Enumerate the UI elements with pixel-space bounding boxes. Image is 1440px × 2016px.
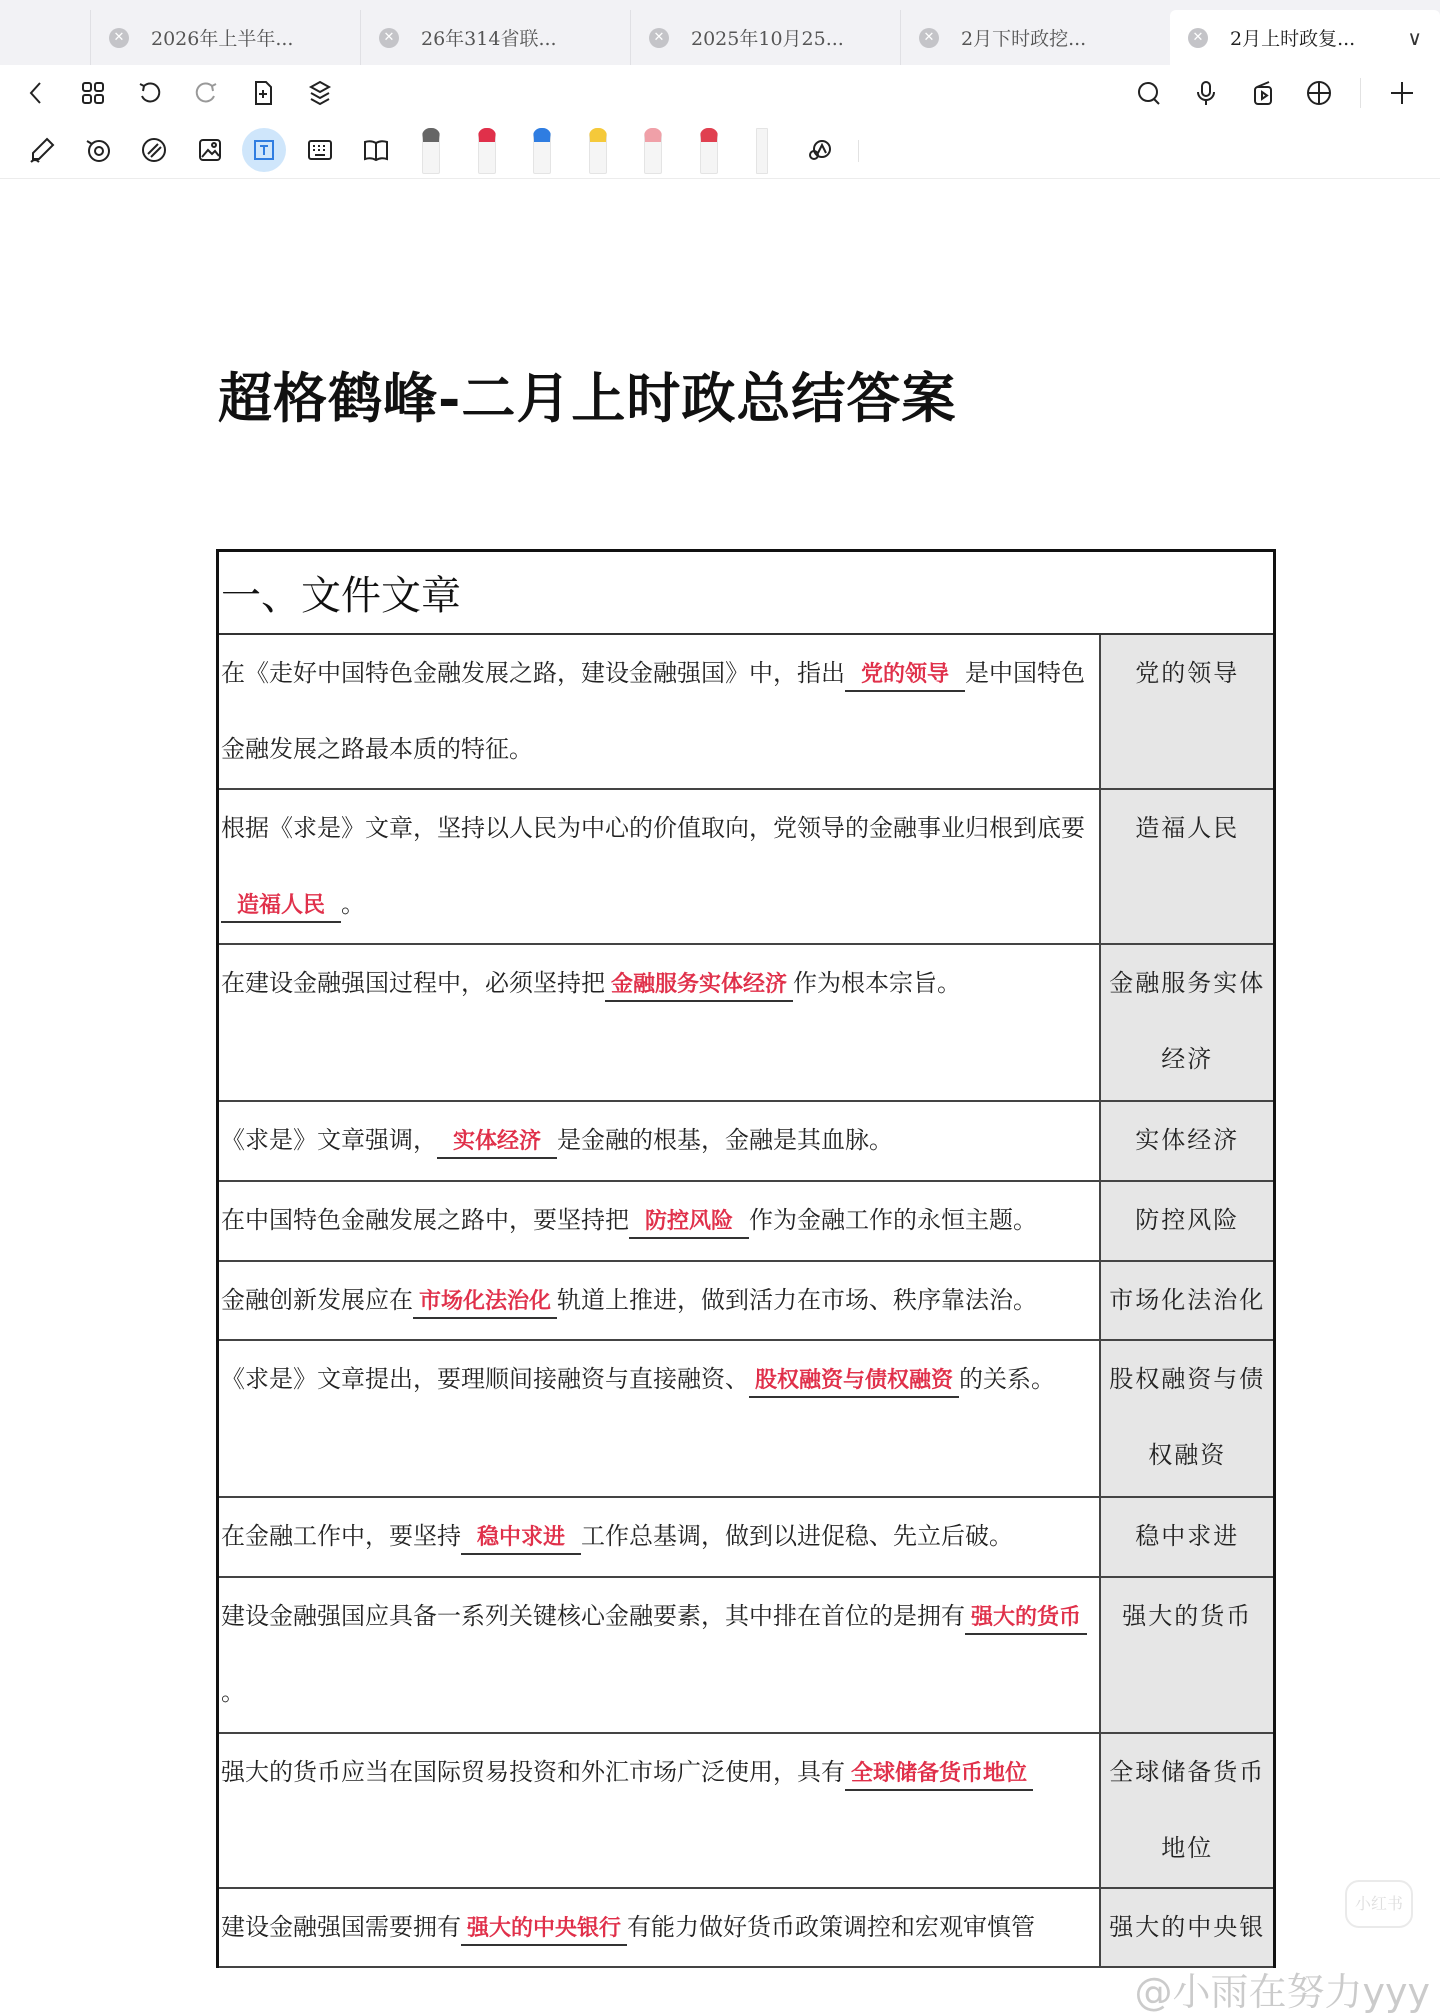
- question-text: 在中国特色金融发展之路中，要坚持把: [221, 1206, 629, 1234]
- answer-blank: 稳中求进: [461, 1523, 581, 1555]
- tab-label: 2月上时政复...: [1230, 28, 1356, 50]
- grid-icon[interactable]: [75, 75, 111, 111]
- question-cell: [219, 1889, 1101, 1966]
- table-row: [219, 1102, 1273, 1182]
- question-text: 《求是》文章提出，要理顺间接融资与直接融资、: [221, 1365, 749, 1393]
- yellow-highlighter-icon[interactable]: [589, 128, 607, 174]
- tab-5-active[interactable]: [1170, 10, 1440, 65]
- question-text: 。: [221, 1678, 245, 1706]
- text-box-icon[interactable]: [242, 128, 286, 172]
- question-text: 金融创新发展应在: [221, 1286, 413, 1314]
- redo-icon[interactable]: [188, 75, 224, 111]
- table-row: [219, 945, 1273, 1102]
- question-text: 《求是》文章强调，: [221, 1126, 437, 1154]
- answer-cell: 全球储备货币地位: [1101, 1734, 1273, 1887]
- tab-1[interactable]: [90, 10, 360, 65]
- red-pen-icon[interactable]: [478, 128, 496, 174]
- close-tab-icon[interactable]: ✕: [919, 28, 939, 48]
- layers-icon[interactable]: [302, 75, 338, 111]
- red-marker-icon[interactable]: [700, 128, 718, 174]
- question-cell: [219, 1341, 1101, 1496]
- question-text: 作为根本宗旨。: [793, 969, 962, 997]
- blue-pen-icon[interactable]: [533, 128, 551, 174]
- table-row: [219, 1182, 1273, 1262]
- chevron-down-icon[interactable]: ∨: [1407, 25, 1422, 50]
- answer-blank: 强大的中央银行: [461, 1914, 627, 1946]
- question-cell: [219, 1102, 1101, 1180]
- divider: [858, 140, 859, 162]
- globe-icon[interactable]: [1301, 75, 1337, 111]
- back-icon[interactable]: [18, 75, 54, 111]
- question-text: 强大的货币应当在国际贸易投资和外汇市场广泛使用，具有: [221, 1758, 845, 1786]
- pencil-icon[interactable]: [24, 132, 60, 168]
- close-tab-icon[interactable]: ✕: [1188, 28, 1208, 48]
- table-row: [219, 1262, 1273, 1341]
- answer-cell: 强大的货币: [1101, 1578, 1273, 1732]
- tab-label: 2月下时政挖...: [961, 28, 1087, 50]
- question-text: 有能力做好货币政策调控和宏观审慎管: [627, 1913, 1036, 1941]
- question-cell: [219, 635, 1101, 788]
- question-cell: [219, 1182, 1101, 1260]
- tab-3[interactable]: [630, 10, 900, 65]
- keyboard-icon[interactable]: [302, 132, 338, 168]
- answer-cell: 实体经济: [1101, 1102, 1273, 1180]
- answer-cell: 金融服务实体经济: [1101, 945, 1273, 1100]
- tab-label: 26年314省联...: [421, 28, 557, 50]
- question-text: 是金融的根基，金融是其血脉。: [557, 1126, 893, 1154]
- ruler-icon[interactable]: [756, 128, 768, 174]
- table-row: [219, 790, 1273, 945]
- answer-cell: 市场化法治化: [1101, 1262, 1273, 1339]
- answer-blank: 股权融资与债权融资: [749, 1366, 959, 1398]
- answer-blank: 全球储备货币地位: [845, 1759, 1033, 1791]
- answer-cell: 防控风险: [1101, 1182, 1273, 1260]
- recorder-icon[interactable]: [1245, 75, 1281, 111]
- tab-label: 2025年10月25...: [691, 28, 844, 50]
- answer-blank: 实体经济: [437, 1127, 557, 1159]
- table-row: [219, 1498, 1273, 1578]
- table-row: [219, 1734, 1273, 1889]
- page-title: 超格鹤峰-二月上时政总结答案: [218, 366, 957, 430]
- question-text: 在建设金融强国过程中，必须坚持把: [221, 969, 605, 997]
- table-row: [219, 1889, 1273, 1968]
- toolbar-divider: [0, 178, 1440, 179]
- search-icon[interactable]: [1131, 75, 1167, 111]
- question-text: 在《走好中国特色金融发展之路，建设金融强国》中，指出: [221, 659, 845, 687]
- watermark: @小雨在努力yyy: [1134, 1970, 1430, 2014]
- question-text: 建设金融强国应具备一系列关键核心金融要素，其中排在首位的是拥有: [221, 1602, 965, 1630]
- close-tab-icon[interactable]: ✕: [379, 28, 399, 48]
- answer-blank: 党的领导: [845, 660, 965, 692]
- section-heading: 一、文件文章: [219, 552, 1273, 635]
- question-text: 是中国特色金融发展之路最本质的特征。: [221, 659, 1085, 763]
- tab-2[interactable]: [360, 10, 630, 65]
- fountain-pen-icon[interactable]: [422, 128, 440, 174]
- question-cell: [219, 1498, 1101, 1576]
- question-text: 在金融工作中，要坚持: [221, 1522, 461, 1550]
- answer-blank: 金融服务实体经济: [605, 970, 793, 1002]
- table-row: [219, 1341, 1273, 1498]
- undo-icon[interactable]: [132, 75, 168, 111]
- answer-table: [216, 549, 1276, 1968]
- answer-cell: 造福人民: [1101, 790, 1273, 943]
- question-text: 的关系。: [959, 1365, 1056, 1393]
- question-cell: [219, 790, 1101, 943]
- divider: [1360, 78, 1361, 108]
- question-text: 作为金融工作的永恒主题。: [749, 1206, 1037, 1234]
- answer-cell: 股权融资与债权融资: [1101, 1341, 1273, 1496]
- question-text: 建设金融强国需要拥有: [221, 1913, 461, 1941]
- question-text: 工作总基调，做到以进促稳、先立后破。: [581, 1522, 1013, 1550]
- xiaohongshu-logo: 小红书: [1345, 1880, 1413, 1928]
- tab-bar: [0, 0, 1440, 65]
- question-text: 。: [341, 890, 365, 918]
- answer-blank: 造福人民: [221, 891, 341, 923]
- question-cell: [219, 1578, 1101, 1732]
- book-icon[interactable]: [358, 132, 394, 168]
- answer-cell: 强大的中央银: [1101, 1889, 1273, 1966]
- plus-icon[interactable]: [1384, 75, 1420, 111]
- question-text: 轨道上推进，做到活力在市场、秩序靠法治。: [557, 1286, 1038, 1314]
- tab-4[interactable]: [900, 10, 1170, 65]
- answer-blank: 防控风险: [629, 1207, 749, 1239]
- question-cell: [219, 945, 1101, 1100]
- answer-blank: 强大的货币: [965, 1603, 1087, 1635]
- answer-cell: 党的领导: [1101, 635, 1273, 788]
- add-page-icon[interactable]: [245, 75, 281, 111]
- lasso-icon[interactable]: [80, 132, 116, 168]
- eraser-icon[interactable]: [136, 132, 172, 168]
- pink-marker-icon[interactable]: [644, 128, 662, 174]
- question-cell: [219, 1262, 1101, 1339]
- table-row: [219, 1578, 1273, 1734]
- tab-label: 2026年上半年...: [151, 28, 294, 50]
- shapes-icon[interactable]: [802, 132, 838, 168]
- image-icon[interactable]: [192, 132, 228, 168]
- answer-cell: 稳中求进: [1101, 1498, 1273, 1576]
- question-text: 根据《求是》文章，坚持以人民为中心的价值取向，党领导的金融事业归根到底要: [221, 814, 1085, 842]
- table-body: [219, 635, 1273, 1968]
- microphone-icon[interactable]: [1188, 75, 1224, 111]
- close-tab-icon[interactable]: ✕: [649, 28, 669, 48]
- answer-blank: 市场化法治化: [413, 1287, 557, 1319]
- table-row: [219, 635, 1273, 790]
- close-tab-icon[interactable]: ✕: [109, 28, 129, 48]
- question-cell: [219, 1734, 1101, 1887]
